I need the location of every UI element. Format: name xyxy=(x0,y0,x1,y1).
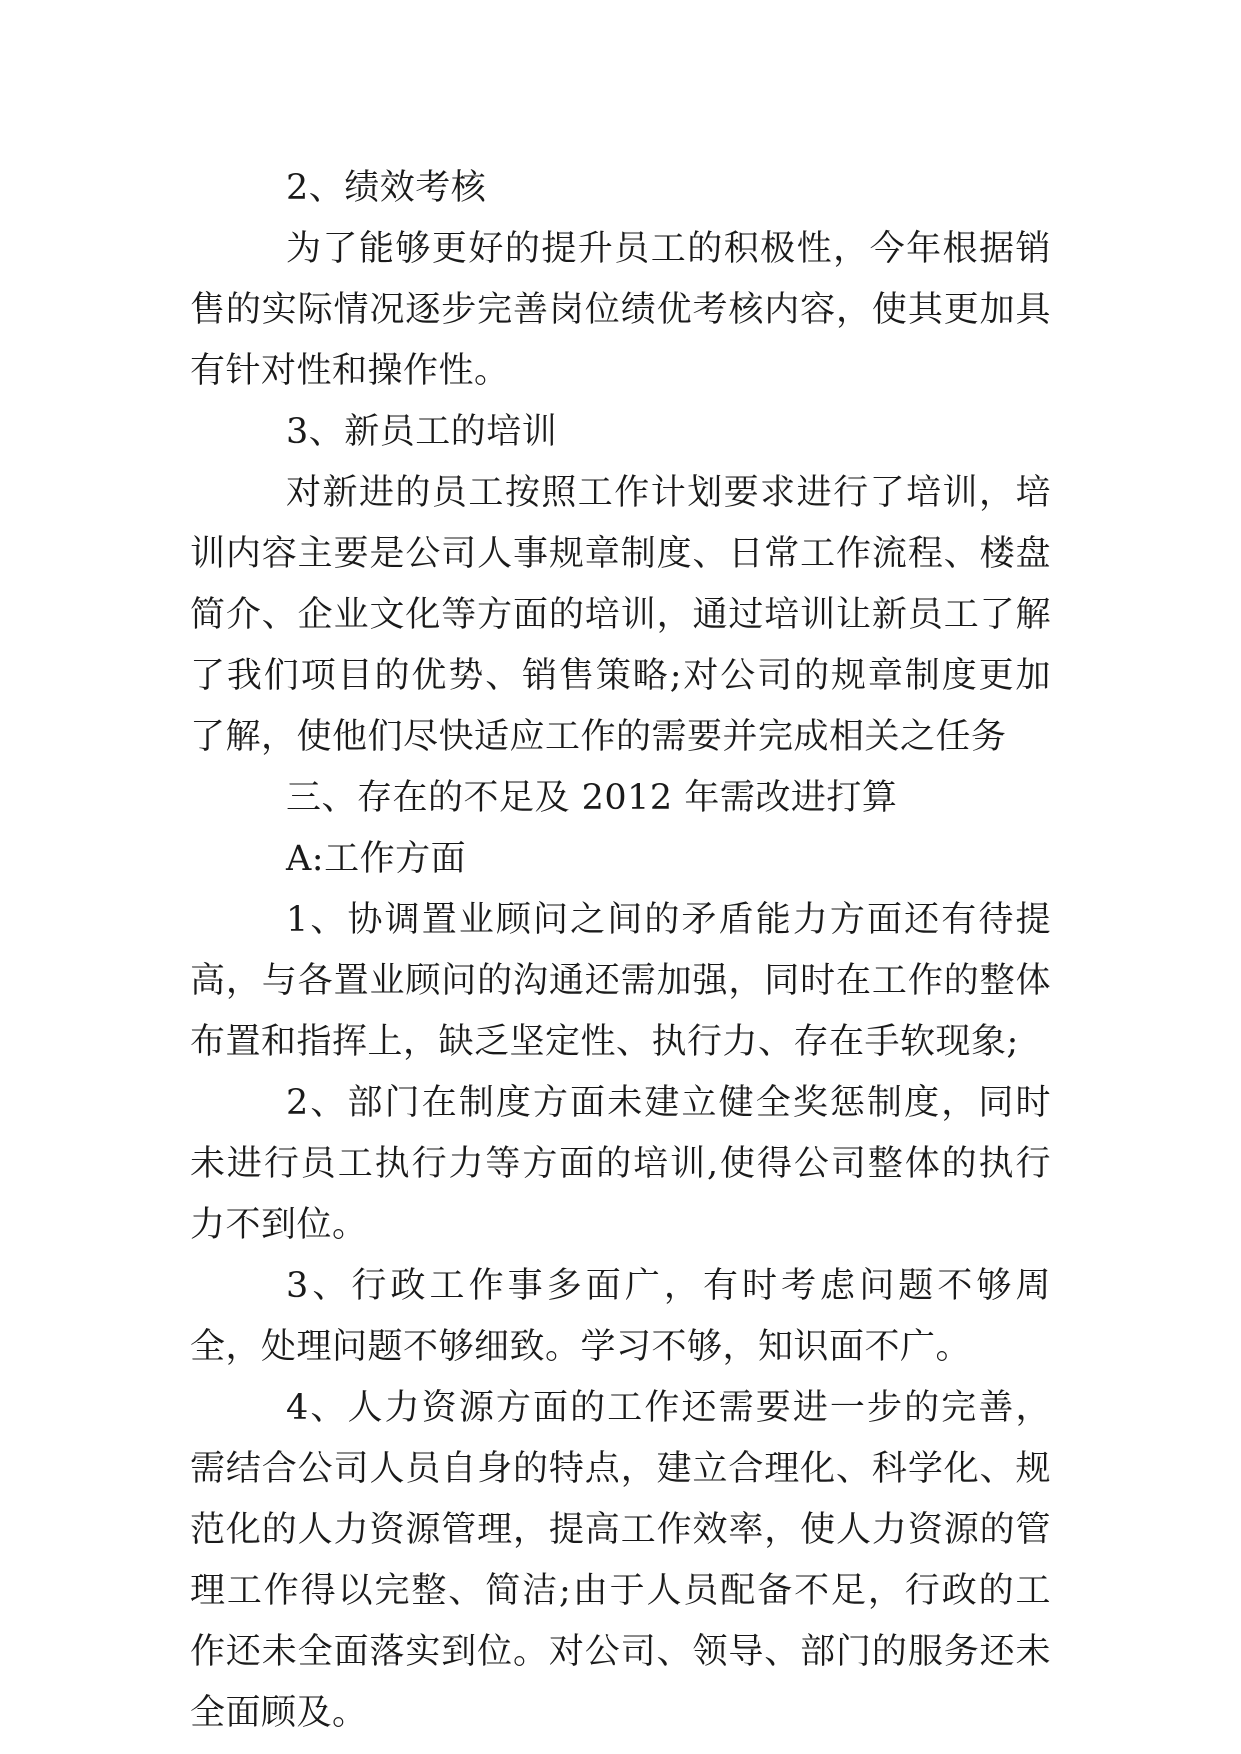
document-body xyxy=(190,158,1051,1744)
perf-paragraph: 为了能够更好的提升员工的积极性，今年根据销售的实际情况逐步完善岗位绩优考核内容，使其更加具有针对性和操作性。 xyxy=(190,229,1051,391)
training-paragraph: 对新进的员工按照工作计划要求进行了培训，培训内容主要是公司人事规章制度、日常工作流程、楼盘简介、企业文化等方面的培训，通过培训让新员工了解了我们项目的优势、销售策略;对公司的规章制度更加了解，使他们尽快适应工作的需要并完成相关之任务 xyxy=(190,473,1051,757)
section-heading: 三、存在的不足及 2012 年需改进打算 xyxy=(286,778,898,818)
subsection-heading: A:工作方面 xyxy=(286,839,467,879)
list-item: 1、协调置业顾问之间的矛盾能力方面还有待提高，与各置业顾问的沟通还需加强，同时在工作的整体布置和指挥上，缺乏坚定性、执行力、存在手软现象; xyxy=(190,900,1051,1062)
perf-heading: 2、绩效考核 xyxy=(286,168,487,208)
list-item: 2、部门在制度方面未建立健全奖惩制度，同时未进行员工执行力等方面的培训,使得公司整体的执行力不到位。 xyxy=(190,1083,1051,1245)
list-item: 4、人力资源方面的工作还需要进一步的完善，需结合公司人员自身的特点，建立合理化、科学化、规范化的人力资源管理，提高工作效率，使人力资源的管理工作得以完整、简洁;由于人员配备不足，行政的工作还未全面落实到位。对公司、领导、部门的服务还未全面顾及。 xyxy=(190,1388,1051,1733)
list-item: 3、行政工作事多面广，有时考虑问题不够周全，处理问题不够细致。学习不够，知识面不广。 xyxy=(190,1266,1051,1367)
training-heading: 3、新员工的培训 xyxy=(286,412,558,452)
